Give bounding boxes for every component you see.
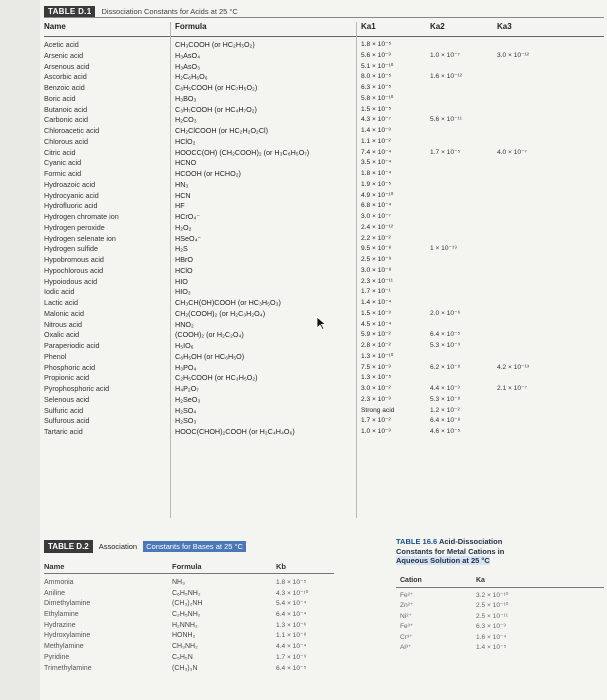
- acid-formula: H₂O₂: [175, 222, 192, 232]
- ka1-value: 9.5 × 10⁻⁸: [361, 245, 392, 253]
- ka2-value: [430, 287, 478, 298]
- ka1-value: 5.9 × 10⁻²: [361, 331, 391, 339]
- ka2-value: [430, 234, 478, 245]
- base-name: Hydrazine: [44, 621, 76, 629]
- acid-name: Butanoic acid: [44, 104, 88, 114]
- ka2-value: [430, 223, 478, 234]
- table-d2: [44, 540, 334, 700]
- base-name: Trimethylamine: [44, 664, 92, 672]
- base-name: Ethylamine: [44, 611, 79, 619]
- ka1-value: 8.0 × 10⁻⁵: [361, 73, 392, 81]
- acid-name: Citric acid: [44, 147, 76, 157]
- base-name: Pyridine: [44, 653, 70, 661]
- ka1-value: 1.3 × 10⁻¹⁰: [361, 352, 394, 360]
- acid-name: Selenous acid: [44, 394, 90, 404]
- kb-column: [276, 578, 334, 674]
- cation-ka-value: 2.5 × 10⁻¹¹: [476, 612, 508, 620]
- ka1-value: 2.5 × 10⁻⁹: [361, 256, 392, 263]
- kb-value: 4.4 × 10⁻⁴: [276, 643, 307, 651]
- ka1-value: 6.8 × 10⁻⁴: [361, 202, 392, 210]
- cation-name: Ni²⁺: [400, 612, 412, 620]
- ka1-value: 1.4 × 10⁻³: [361, 127, 391, 134]
- ka1-value: 1.7 × 10⁻¹: [361, 288, 391, 296]
- ka1-value: 1.4 × 10⁻⁴: [361, 299, 392, 306]
- table-d2-tag: TABLE D.2: [44, 540, 93, 553]
- ka3-value: [497, 115, 549, 126]
- acid-formula: HCN: [175, 190, 191, 200]
- ka3-value: [497, 234, 549, 245]
- acid-formula: HNO₂: [175, 319, 194, 329]
- acid-formula: CH₂(COOH)₂ (or H₂C₃H₂O₄): [175, 308, 266, 318]
- table-16-6-title-b: Constants for Metal Cations in: [396, 546, 505, 556]
- d2-header-rule: [44, 573, 334, 574]
- acid-name: Nitrous acid: [44, 319, 82, 329]
- acid-formula: H₅IO₆: [175, 341, 194, 350]
- ka1-value: 3.0 × 10⁻²: [361, 385, 391, 392]
- ka2-value: 5.3 × 10⁻⁸: [430, 395, 461, 403]
- base-formula: NH₃: [172, 579, 185, 586]
- base-name: Ammonia: [44, 579, 74, 586]
- ka2-value: 1.6 × 10⁻¹²: [430, 73, 462, 81]
- acid-name: Carbonic acid: [44, 115, 88, 125]
- ka2-value: [430, 126, 478, 137]
- cation-ka-value: 1.4 × 10⁻⁵: [476, 643, 507, 651]
- acid-name: Lactic acid: [44, 298, 78, 307]
- kb-value: 4.3 × 10⁻¹⁰: [276, 589, 309, 597]
- header-name: Name: [44, 22, 66, 31]
- acid-formula: HClO: [175, 265, 193, 275]
- ka2-value: [430, 352, 478, 363]
- ka3-value: [497, 373, 549, 384]
- ka3-value: [497, 105, 549, 116]
- base-formula-column: [172, 578, 272, 674]
- ka2-value: [430, 277, 478, 288]
- t166-header-ka: Ka: [476, 577, 485, 584]
- ka3-value: [497, 126, 549, 137]
- acid-formula: HCOOH (or HCHO₂): [175, 169, 241, 178]
- table-16-6: [396, 537, 604, 700]
- acid-formula: HN₃: [175, 179, 189, 189]
- acid-formula: HOOC(CHOH)₂COOH (or H₂C₄H₄O₆): [175, 427, 295, 436]
- acid-formula: H₃AsO₃: [175, 61, 201, 71]
- acid-name: Iodic acid: [44, 287, 75, 297]
- ka3-value: [497, 255, 549, 266]
- ka1-value: 2.8 × 10⁻²: [361, 342, 391, 349]
- ka1-value: 4.9 × 10⁻¹⁰: [361, 191, 394, 199]
- ka3-value: [497, 40, 549, 51]
- base-formula: C₂H₅NH₂: [172, 611, 201, 619]
- header-ka2: Ka2: [430, 22, 445, 31]
- ka2-value: 6.2 × 10⁻⁸: [430, 363, 461, 371]
- ka2-value: [430, 105, 478, 116]
- ka2-value: [430, 212, 478, 223]
- acid-name: Hydroazoic acid: [44, 179, 96, 189]
- acid-name: Propionic acid: [44, 373, 90, 383]
- kb-value: 1.7 × 10⁻⁹: [276, 653, 307, 661]
- ka2-value: 6.4 × 10⁻⁸: [430, 417, 461, 425]
- ka3-value: 4.0 × 10⁻⁷: [497, 148, 527, 156]
- ka2-value: [430, 320, 478, 331]
- ka3-value: 3.0 × 10⁻¹²: [497, 51, 529, 59]
- ka3-value: [497, 320, 549, 331]
- acid-name: Chlorous acid: [44, 136, 88, 146]
- ka1-value: 4.5 × 10⁻⁴: [361, 320, 392, 328]
- acid-formula: H₂CO₃: [175, 115, 197, 125]
- ka1-value: 5.8 × 10⁻¹⁰: [361, 94, 394, 102]
- base-formula: (CH₃)₂NH: [172, 600, 203, 608]
- acid-name: Hydrogen chromate ion: [44, 212, 119, 221]
- cation-column: [400, 591, 460, 653]
- ka1-value: 2.2 × 10⁻²: [361, 234, 391, 242]
- acid-name: Phenol: [44, 351, 67, 361]
- table-16-6-caption: [396, 537, 604, 566]
- acid-name: Acetic acid: [44, 40, 79, 49]
- acid-formula: H₂C₆H₆O₆: [175, 72, 208, 82]
- acid-formula: H₂SeO₃: [175, 394, 201, 404]
- acid-formula: C₂H₅COOH (or HC₃H₅O₂): [175, 373, 258, 383]
- ka1-value: 1.0 × 10⁻³: [361, 428, 391, 435]
- ka2-column: [430, 40, 478, 438]
- acid-name-column: [44, 40, 169, 438]
- table-16-6-tag: TABLE 16.6: [396, 537, 438, 546]
- acid-name: Sulfurous acid: [44, 416, 90, 426]
- ka2-value: [430, 255, 478, 266]
- base-formula: CH₃NH₂: [172, 643, 198, 651]
- t166-header-cation: Cation: [400, 577, 422, 584]
- acid-formula: HCNO: [175, 158, 197, 168]
- ka3-value: [497, 309, 549, 320]
- ka1-value: 3.0 × 10⁻⁷: [361, 213, 391, 220]
- ka2-value: 1.2 × 10⁻²: [430, 406, 460, 414]
- acid-name: Arsenous acid: [44, 61, 90, 71]
- ka2-value: 5.6 × 10⁻¹¹: [430, 116, 462, 124]
- cation-ka-value: 6.3 × 10⁻³: [476, 623, 506, 631]
- cation-name: Fe³⁺: [400, 623, 414, 631]
- acid-name: Hypochlorous acid: [44, 265, 104, 275]
- acid-name: Ascorbic acid: [44, 72, 87, 82]
- mouse-pointer-icon: [316, 316, 327, 335]
- acid-name: Formic acid: [44, 169, 82, 178]
- d2-header-kb: Kb: [276, 562, 286, 571]
- ka2-value: 2.0 × 10⁻⁶: [430, 309, 461, 317]
- ka3-value: [497, 94, 549, 105]
- d2-header-name: Name: [44, 562, 65, 571]
- base-name: Methylamine: [44, 643, 84, 651]
- ka3-value: [497, 244, 549, 255]
- ka3-value: [497, 169, 549, 180]
- ka3-value: [497, 266, 549, 277]
- acid-name: Paraperiodic acid: [44, 341, 100, 350]
- ka3-value: [497, 298, 549, 309]
- acid-formula: H₃PO₄: [175, 362, 197, 372]
- acid-formula: CH₃CH(OH)COOH (or HC₃H₅O₃): [175, 298, 281, 307]
- ka2-value: [430, 373, 478, 384]
- table-d2-title-highlight: Constants for Bases at 25 °C: [143, 541, 246, 552]
- acid-name: Arsenic acid: [44, 50, 84, 60]
- acid-formula: CH₃COOH (or HC₂H₃O₂): [175, 40, 255, 49]
- base-formula: HONH₂: [172, 632, 196, 640]
- ka2-value: 4.6 × 10⁻⁵: [430, 428, 461, 435]
- header-formula: Formula: [175, 22, 207, 31]
- base-formula: H₂NNH₂: [172, 621, 198, 629]
- d2-header-formula: Formula: [172, 562, 202, 571]
- acid-formula: H₂S: [175, 244, 188, 254]
- ka3-value: [497, 330, 549, 341]
- acid-formula: C₆H₅COOH (or HC₇H₅O₂): [175, 83, 258, 92]
- acid-formula: CH₂ClCOOH (or HC₂H₂O₂Cl): [175, 126, 269, 135]
- acid-name: Malonic acid: [44, 308, 84, 318]
- cation-ka-column: [476, 591, 596, 653]
- acid-name: Pyrophosphoric acid: [44, 384, 110, 393]
- base-name-column: [44, 578, 164, 674]
- ka3-value: [497, 191, 549, 202]
- acid-name: Hydrofluoric acid: [44, 201, 98, 211]
- ka1-value: 3.0 × 10⁻⁸: [361, 266, 392, 274]
- acid-name: Hydrogen sulfide: [44, 244, 98, 254]
- ka3-value: [497, 406, 549, 417]
- ka3-value: [497, 158, 549, 169]
- ka1-value: 5.6 × 10⁻³: [361, 51, 391, 59]
- acid-formula: H₃BO₃: [175, 93, 197, 103]
- acid-formula: HF: [175, 201, 185, 211]
- ka3-value: [497, 416, 549, 427]
- ka1-value: 1.1 × 10⁻²: [361, 137, 391, 145]
- acid-name: Sulfuric acid: [44, 405, 84, 415]
- kb-value: 5.4 × 10⁻⁴: [276, 600, 307, 608]
- ka2-value: [430, 266, 478, 277]
- ka1-value: 1.5 × 10⁻⁵: [361, 105, 392, 113]
- acid-formula: HBrO: [175, 255, 193, 264]
- ka3-value: [497, 427, 549, 438]
- ka3-value: [497, 62, 549, 73]
- t166-header-rule: [396, 587, 604, 588]
- cation-name: Cr³⁺: [400, 633, 413, 641]
- header-ka3: Ka3: [497, 22, 512, 31]
- column-divider: [356, 22, 357, 518]
- acid-formula: HClO₂: [175, 136, 196, 146]
- acid-formula: HOOCC(OH) (CH₂COOH)₂ (or H₃C₆H₅O₇): [175, 147, 310, 157]
- acid-formula: H₂SO₃: [175, 416, 197, 426]
- ka3-value: [497, 277, 549, 288]
- ka2-value: [430, 158, 478, 169]
- acid-formula-column: [175, 40, 355, 438]
- kb-value: 6.4 × 10⁻⁵: [276, 664, 307, 672]
- ka2-value: [430, 83, 478, 94]
- ka3-value: [497, 395, 549, 406]
- ka2-value: [430, 137, 478, 148]
- ka2-value: [430, 201, 478, 212]
- table-d2-caption: [44, 540, 334, 553]
- kb-value: 6.4 × 10⁻⁴: [276, 611, 307, 619]
- ka1-value: 3.5 × 10⁻⁴: [361, 159, 392, 167]
- table-d1-caption: [44, 6, 604, 18]
- ka3-value: [497, 201, 549, 212]
- acid-name: Cyanic acid: [44, 158, 82, 168]
- ka3-value: [497, 212, 549, 223]
- ka2-value: [430, 191, 478, 202]
- ka2-value: [430, 62, 478, 73]
- ka3-value: [497, 83, 549, 94]
- ka2-value: 6.4 × 10⁻⁵: [430, 331, 461, 339]
- ka2-value: 5.3 × 10⁻⁹: [430, 342, 461, 349]
- ka1-value: 1.5 × 10⁻³: [361, 309, 391, 317]
- ka1-value: 5.1 × 10⁻¹⁰: [361, 62, 394, 70]
- ka1-value: 2.3 × 10⁻³: [361, 395, 391, 403]
- ka2-value: [430, 180, 478, 191]
- ka1-value: 1.9 × 10⁻⁵: [361, 180, 392, 188]
- kb-value: 1.8 × 10⁻⁵: [276, 579, 307, 586]
- ka3-value: [497, 223, 549, 234]
- ka2-value: 4.4 × 10⁻³: [430, 385, 460, 392]
- ka3-value: [497, 287, 549, 298]
- ka2-value: [430, 94, 478, 105]
- acid-name: Boric acid: [44, 93, 76, 103]
- cation-name: Fe²⁺: [400, 592, 414, 599]
- acid-formula: (COOH)₂ (or H₂C₂O₄): [175, 330, 244, 340]
- ka1-value: 1.8 × 10⁻⁴: [361, 170, 392, 177]
- ka3-column: [497, 40, 549, 438]
- acid-formula: H₃AsO₄: [175, 50, 201, 60]
- acid-name: Hydrogen selenate ion: [44, 233, 116, 243]
- ka2-value: [430, 298, 478, 309]
- table-d1-tag: TABLE D.1: [44, 6, 95, 17]
- base-name: Aniline: [44, 589, 66, 597]
- acid-formula: HIO₃: [175, 287, 191, 297]
- ka1-value: 7.5 × 10⁻³: [361, 363, 391, 371]
- cation-ka-value: 1.6 × 10⁻⁴: [476, 633, 507, 641]
- base-formula: C₅H₅N: [172, 653, 193, 661]
- base-name: Dimethylamine: [44, 600, 91, 608]
- column-divider: [170, 22, 171, 518]
- ka2-value: 1 × 10⁻¹⁹: [430, 245, 458, 253]
- ka3-value: [497, 137, 549, 148]
- base-formula: (CH₃)₃N: [172, 664, 198, 672]
- acid-formula: HCrO₄⁻: [175, 212, 201, 221]
- acid-name: Chloroacetic acid: [44, 126, 100, 135]
- table-16-6-title-c: Aqueous Solution at 25 °C: [396, 556, 490, 565]
- ka1-column: [361, 40, 409, 438]
- ka1-value: Strong acid: [361, 406, 395, 414]
- acid-name: Oxalic acid: [44, 330, 80, 340]
- acid-formula: HIO: [175, 276, 188, 286]
- acid-name: Hydrogen peroxide: [44, 222, 105, 232]
- acid-formula: H₄P₂O₇: [175, 384, 199, 393]
- acid-name: Hydrocyanic acid: [44, 190, 99, 200]
- cation-name: Al³⁺: [400, 643, 412, 651]
- header-ka1: Ka1: [361, 22, 376, 31]
- ka1-value: 7.4 × 10⁻⁴: [361, 148, 392, 156]
- kb-value: 1.1 × 10⁻⁸: [276, 632, 307, 640]
- ka1-value: 1.8 × 10⁻⁵: [361, 41, 392, 48]
- ka2-value: 1.0 × 10⁻⁷: [430, 51, 460, 59]
- ka2-value: [430, 40, 478, 51]
- table-16-6-title-a: Acid-Dissociation: [438, 537, 503, 546]
- header-rule: [44, 36, 604, 37]
- ka1-value: 6.3 × 10⁻⁵: [361, 84, 392, 91]
- ka3-value: [497, 180, 549, 191]
- acid-name: Hypoiodous acid: [44, 276, 98, 286]
- ka2-value: [430, 169, 478, 180]
- ka1-value: 1.3 × 10⁻⁵: [361, 374, 392, 382]
- acid-name: Phosphoric acid: [44, 362, 96, 372]
- ka1-value: 2.3 × 10⁻¹¹: [361, 277, 393, 285]
- ka3-value: 4.2 × 10⁻¹³: [497, 363, 529, 371]
- ka3-value: 2.1 × 10⁻⁷: [497, 385, 527, 392]
- acid-formula: HSeO₄⁻: [175, 233, 202, 243]
- acid-name: Tartaric acid: [44, 427, 83, 436]
- ka2-value: 1.7 × 10⁻⁵: [430, 148, 461, 156]
- table-d1-title: Dissociation Constants for Acids at 25 °C: [101, 7, 238, 16]
- acid-formula: C₃H₇COOH (or HC₄H₇O₂): [175, 104, 257, 114]
- kb-value: 1.3 × 10⁻⁶: [276, 621, 307, 629]
- ka1-value: 4.3 × 10⁻⁷: [361, 116, 391, 124]
- ka1-value: 2.4 × 10⁻¹²: [361, 223, 393, 231]
- acid-formula: H₂SO₄: [175, 405, 197, 415]
- acid-formula: C₆H₅OH (or HC₆H₅O): [175, 351, 245, 361]
- ka3-value: [497, 72, 549, 83]
- acid-name: Benzoic acid: [44, 83, 85, 92]
- cation-name: Zn²⁺: [400, 602, 414, 610]
- base-name: Hydroxylamine: [44, 632, 91, 640]
- ka3-value: [497, 352, 549, 363]
- base-formula: C₆H₅NH₂: [172, 589, 201, 597]
- ka3-value: [497, 341, 549, 352]
- cation-ka-value: 3.2 × 10⁻¹⁰: [476, 592, 509, 599]
- ka1-value: 1.7 × 10⁻²: [361, 417, 391, 425]
- acid-name: Hypobromous acid: [44, 255, 104, 264]
- cation-ka-value: 2.5 × 10⁻¹⁰: [476, 602, 509, 610]
- table-d2-title-word: Association: [98, 542, 138, 551]
